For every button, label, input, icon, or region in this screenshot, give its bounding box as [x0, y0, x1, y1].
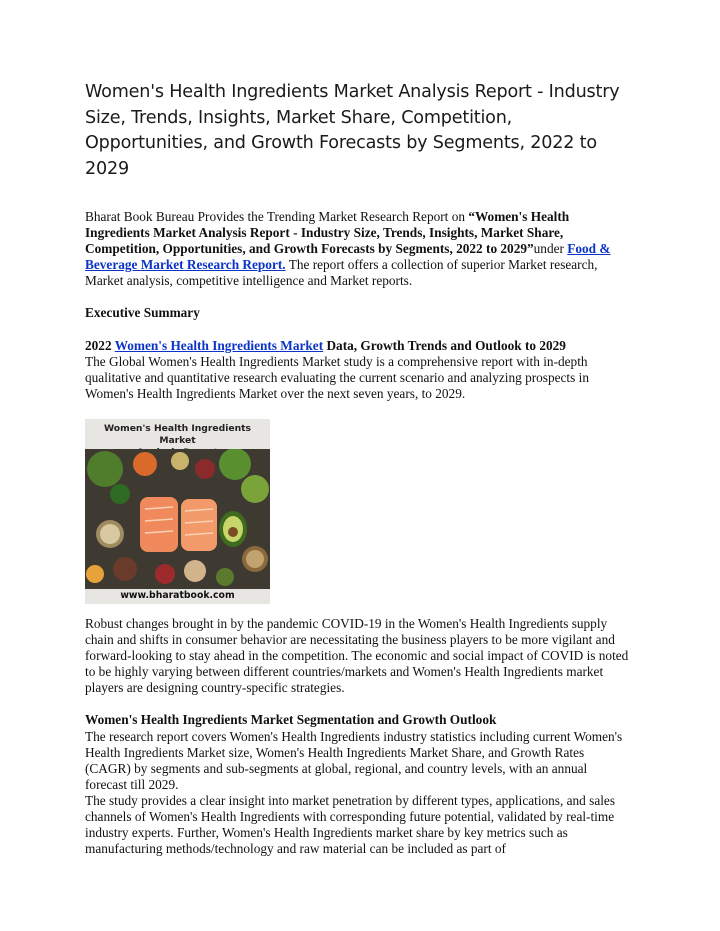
section1-heading-prefix: 2022	[85, 337, 115, 353]
report-cover-image	[85, 419, 270, 604]
executive-summary-heading: Executive Summary	[85, 305, 200, 321]
document-title: Women's Health Ingredients Market Analysis Report - Industry Size, Trends, Insights, Market Share, Competition, Opportunities, and Growth Forecasts by Segments, 2022 to 2029	[85, 82, 620, 179]
section1-body: The Global Women's Health Ingredients Market study is a comprehensive report with in-depth qualitative and quantitative research evaluating the current scenario and analyzing prospects in Women's Health Ingredients Market over the next seven years, to 2029.	[85, 353, 589, 401]
intro-tail: The report offers a collection of superior Market research, Market analysis, competitive intelligence and Market reports.	[85, 257, 598, 289]
link-suffix[interactable]: .	[282, 257, 286, 273]
document-page	[85, 80, 630, 857]
womens-health-market-link[interactable]: Women's Health Ingredients Market	[114, 337, 324, 353]
section1-heading	[85, 338, 630, 354]
cover-title: Women's Health Ingredients Market	[104, 422, 251, 446]
intro-under: under	[533, 241, 568, 257]
food-photo-illustration	[85, 449, 270, 589]
intro-lead: Bharat Book Bureau Provides the Trending Market Research Report on	[85, 209, 469, 224]
covid-paragraph: Robust changes brought in by the pandemic COVID-19 in the Women's Health Ingredients supply chain and shifts in consumer behavior are necessitating the business players to be more vigilant and forward-looking to stay ahead in the competition. The economic and social impact of COVID is noted to be highly varying between different countries/markets and Women's Health Ingredients market players are designing country-specific strategies.	[85, 615, 629, 696]
section2-body2: The study provides a clear insight into market penetration by different types, applications, and sales channels of Women's Health Ingredients with corresponding future potential, validated by real-time industry experts. Further, Women's Health Ingredients market share by key metrics such as manufacturing methods/technology and raw material can be included as part of	[85, 792, 616, 857]
cover-url: www.bharatbook.com	[120, 589, 235, 601]
food-beverage-report-link[interactable]: Food & Beverage Market Research Report	[85, 241, 611, 273]
section2-heading: Women's Health Ingredients Market Segmentation and Growth Outlook	[85, 712, 497, 728]
intro-paragraph	[85, 209, 630, 289]
section1-heading-suffix: Data, Growth Trends and Outlook to 2029	[323, 337, 566, 353]
report-name: “Women's Health Ingredients Market Analysis Report - Industry Size, Trends, Insights, Market Share, Competition, Opportunities, and Growth Forecasts by Segments, 2022 to 2029”	[85, 209, 570, 257]
section2-body1: The research report covers Women's Health Ingredients industry statistics including current Women's Health Ingredients Market size, Women's Health Ingredients Market Share, and Growth Rates (CAGR) by segments and sub-segments at global, regional, and country levels, with an annual forecast till 2029.	[85, 728, 623, 792]
